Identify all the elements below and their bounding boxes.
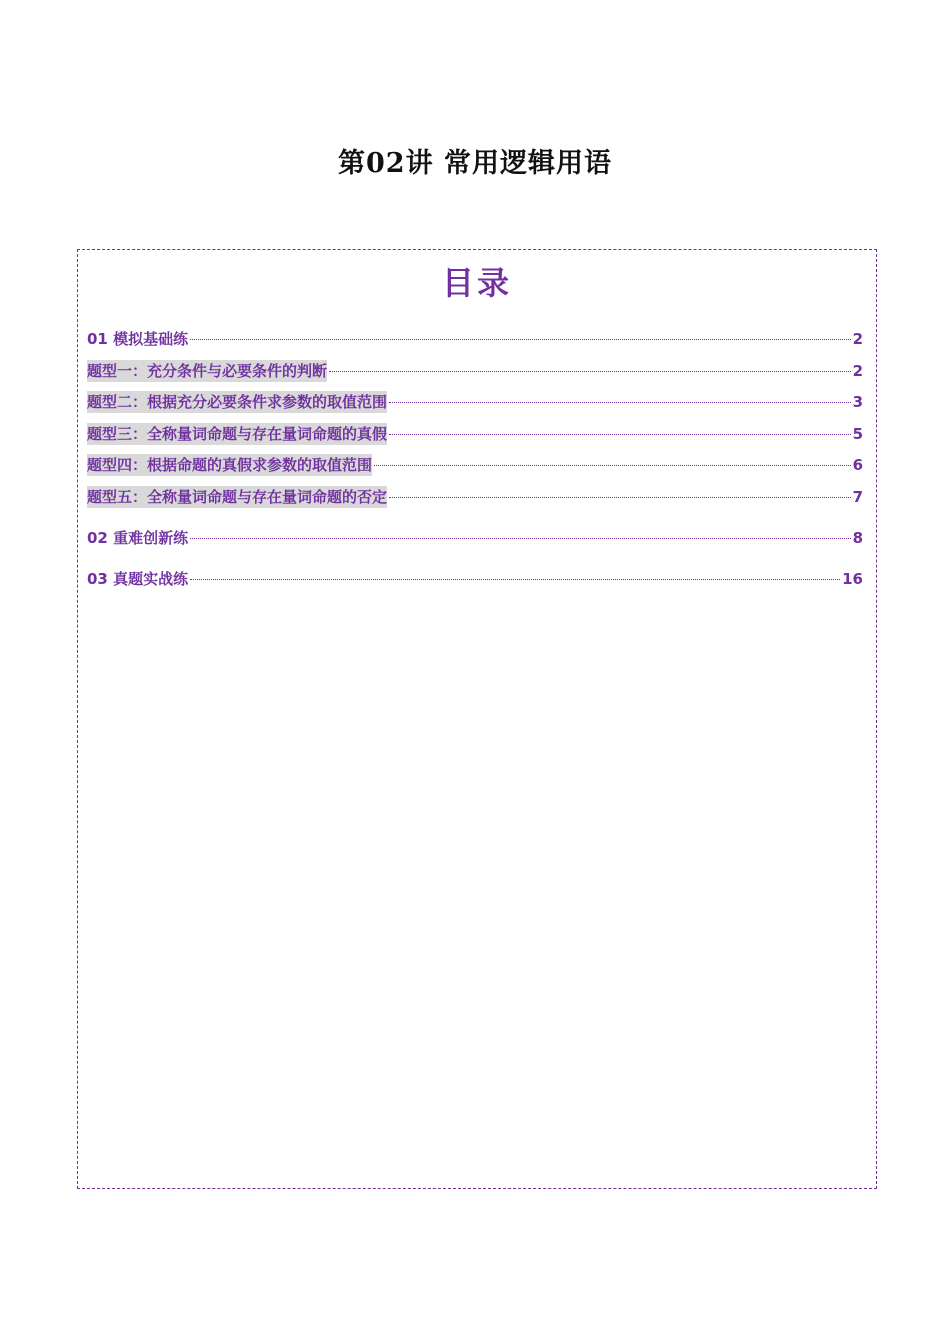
dot-leader <box>389 434 851 435</box>
toc-entry-type-4[interactable] <box>87 454 863 476</box>
toc-entry-label: 题型四：根据命题的真假求参数的取值范围 <box>87 456 373 474</box>
dot-leader <box>389 402 851 403</box>
toc-entry-exam-practice[interactable] <box>87 568 863 590</box>
toc-entry-page: 3 <box>852 393 863 411</box>
toc-entry-challenge-practice[interactable] <box>87 527 863 549</box>
toc-entry-type-5[interactable] <box>87 486 863 508</box>
toc-entry-label: 题型五：全称量词命题与存在量词命题的否定 <box>87 487 388 506</box>
toc-entry-basic-practice[interactable] <box>87 328 863 350</box>
toc-entry-page: 16 <box>842 570 863 588</box>
dot-leader <box>190 538 850 539</box>
dot-leader <box>190 339 850 340</box>
toc-entry-label: 03 真题实战练 <box>87 570 189 588</box>
dot-leader <box>190 579 840 580</box>
toc-entry-page: 2 <box>852 330 863 348</box>
toc-entry-label: 题型一：充分条件与必要条件的判断 <box>87 361 328 380</box>
toc-entry-type-3[interactable] <box>87 423 863 445</box>
toc-entry-page: 7 <box>852 487 863 506</box>
toc-entry-label: 01 模拟基础练 <box>87 330 189 348</box>
toc-entry-type-1[interactable] <box>87 360 863 382</box>
page-title: 第02讲 常用逻辑用语 <box>338 148 612 179</box>
toc-entry-page: 5 <box>852 424 863 443</box>
toc-list <box>87 328 863 590</box>
dot-leader <box>374 465 851 466</box>
toc-heading: 目录 <box>441 264 512 302</box>
toc-entry-page: 2 <box>852 361 863 380</box>
table-of-contents <box>77 249 877 1189</box>
toc-entry-label: 题型二：根据充分必要条件求参数的取值范围 <box>87 393 388 411</box>
toc-entry-label: 题型三：全称量词命题与存在量词命题的真假 <box>87 424 388 443</box>
dot-leader <box>329 371 851 372</box>
toc-entry-page: 6 <box>852 456 863 474</box>
dot-leader <box>389 497 851 498</box>
toc-entry-label: 02 重难创新练 <box>87 529 189 547</box>
toc-entry-page: 8 <box>852 529 863 547</box>
toc-entry-type-2[interactable] <box>87 391 863 413</box>
